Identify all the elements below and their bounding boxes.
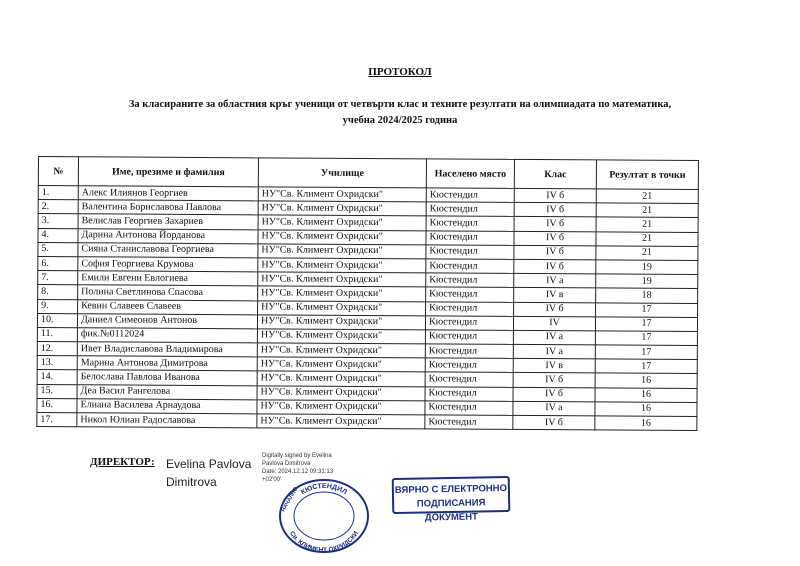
row-number: 3. — [38, 214, 78, 228]
class-name: IV б — [514, 188, 596, 203]
class-name: IV б — [514, 217, 596, 232]
row-number: 9. — [38, 299, 78, 313]
score-value: 16 — [595, 373, 697, 388]
row-number: 17. — [37, 412, 77, 426]
table-header-row — [38, 157, 698, 190]
row-number: 12. — [37, 342, 77, 356]
certified-copy-stamp — [392, 476, 511, 524]
results-table — [36, 156, 699, 431]
student-name: Велислав Георгиев Захариев — [78, 214, 258, 229]
score-value: 21 — [596, 217, 698, 232]
school-name: НУ"Св. Климент Охридски" — [257, 400, 425, 415]
place-name: Кюстендил — [426, 287, 514, 302]
school-name: НУ"Св. Климент Охридски" — [257, 371, 425, 386]
student-name: Валентина Бориславова Павлова — [78, 200, 258, 215]
row-number: 11. — [37, 327, 77, 341]
place-name: Кюстендил — [426, 301, 514, 316]
row-number: 7. — [38, 271, 78, 285]
place-name: Кюстендил — [425, 415, 513, 430]
class-name: IV б — [514, 245, 596, 260]
place-name: Кюстендил — [425, 344, 513, 359]
signature-detail-3: Date: 2024.12.12 09:31:13 — [262, 469, 334, 475]
student-name: Марина Антонова Димитрова — [77, 356, 257, 371]
place-name: Кюстендил — [426, 230, 514, 245]
class-name: IV б — [514, 259, 596, 274]
row-number: 5. — [38, 242, 78, 256]
class-name: IV б — [514, 302, 596, 317]
place-name: Кюстендил — [426, 216, 514, 231]
score-value: 17 — [596, 302, 698, 317]
class-name: IV а — [514, 274, 596, 289]
signature-detail-1: Digitally signed by Evelina — [262, 453, 332, 459]
score-value: 21 — [596, 189, 698, 204]
row-number: 10. — [37, 313, 77, 327]
signature-name-line-1: Evelina Pavlova — [166, 457, 252, 471]
signature-detail-2: Pavlova Dimitrova — [262, 461, 311, 467]
class-name: IV в — [513, 359, 595, 374]
score-value: 17 — [595, 317, 697, 332]
school-name: НУ"Св. Климент Охридски" — [258, 244, 426, 259]
place-name: Кюстендил — [426, 273, 514, 288]
student-name: Деа Васил Рангелова — [77, 384, 257, 399]
place-name: Кюстендил — [425, 358, 513, 373]
signature-name — [166, 455, 251, 491]
student-name: Никол Юлиан Радославова — [77, 413, 257, 428]
score-value: 17 — [595, 345, 697, 360]
header-name: Име, презиме и фамилия — [78, 157, 258, 187]
row-number: 1. — [38, 186, 78, 200]
student-name: Кевин Славеев Славеев — [78, 299, 258, 314]
student-name: Елиана Василева Арнаудова — [77, 399, 257, 414]
student-name: Даниел Симеонов Антонов — [77, 313, 257, 328]
seal-text-top: КЮСТЕНДИЛ — [300, 482, 348, 497]
place-name: Кюстендил — [425, 386, 513, 401]
header-school: Училище — [258, 158, 426, 188]
document-subtitle — [60, 97, 740, 129]
seal-text-left: НАЧАЛНО — [280, 486, 300, 513]
student-name: Ивет Владиславова Владимирова — [77, 342, 257, 357]
score-value: 17 — [595, 359, 697, 374]
class-name: IV б — [514, 203, 596, 218]
class-name: IV — [513, 316, 595, 331]
score-value: 16 — [595, 402, 697, 417]
subtitle-line-1: За класираните за областния кръг ученици от четвърти клас и техните резултати на олимпиадата по математика, — [128, 99, 672, 110]
table-row — [37, 412, 697, 430]
signature-detail-4: +02'00' — [262, 477, 282, 483]
school-name: НУ"Св. Климент Охридски" — [258, 201, 426, 216]
school-name: НУ"Св. Климент Охридски" — [258, 286, 426, 301]
row-number: 15. — [37, 384, 77, 398]
row-number: 14. — [37, 370, 77, 384]
class-name: IV б — [513, 373, 595, 388]
student-name: Сияна Станиславова Георгиева — [78, 242, 258, 257]
class-name: IV в — [514, 288, 596, 303]
student-name: Емили Евгени Евлогиева — [78, 271, 258, 286]
class-name: IV б — [513, 387, 595, 402]
school-seal-icon — [276, 474, 372, 554]
score-value: 21 — [596, 203, 698, 218]
student-name: Белослава Павлова Иванова — [77, 370, 257, 385]
signature-name-line-2: Dimitrova — [166, 475, 217, 489]
school-name: НУ"Св. Климент Охридски" — [258, 229, 426, 244]
row-number: 13. — [37, 356, 77, 370]
school-name: НУ"Св. Климент Охридски" — [257, 385, 425, 400]
school-name: НУ"Св. Климент Охридски" — [258, 272, 426, 287]
row-number: 2. — [38, 200, 78, 214]
row-number: 6. — [38, 256, 78, 270]
school-name: НУ"Св. Климент Охридски" — [258, 215, 426, 230]
seal-text-bottom: Св. КЛИМЕНТ ОХРИДСКИ — [288, 530, 360, 554]
school-name: НУ"Св. Климент Охридски" — [257, 414, 425, 429]
class-name: IV б — [513, 415, 595, 430]
row-number: 16. — [37, 398, 77, 412]
score-value: 21 — [596, 246, 698, 261]
row-number: 4. — [38, 228, 78, 242]
class-name: IV а — [513, 344, 595, 359]
class-name: IV б — [514, 231, 596, 246]
place-name: Кюстендил — [425, 330, 513, 345]
student-name: Дарина Антонова Йорданова — [78, 228, 258, 243]
table-body — [37, 186, 698, 431]
place-name: Кюстендил — [425, 316, 513, 331]
header-score: Резултат в точки — [596, 160, 698, 190]
student-name: София Георгиева Крумова — [78, 257, 258, 272]
place-name: Кюстендил — [425, 401, 513, 416]
header-num: № — [38, 157, 78, 186]
header-place: Населено място — [426, 159, 514, 189]
row-number: 8. — [38, 285, 78, 299]
student-name: Полина Светлинова Спасова — [78, 285, 258, 300]
subtitle-line-2: учебна 2024/2025 година — [342, 115, 458, 126]
school-name: НУ"Св. Климент Охридски" — [257, 329, 425, 344]
score-value: 16 — [595, 416, 697, 431]
place-name: Кюстендил — [426, 259, 514, 274]
place-name: Кюстендил — [426, 202, 514, 217]
school-name: НУ"Св. Климент Охридски" — [258, 187, 426, 202]
place-name: Кюстендил — [426, 245, 514, 260]
school-name: НУ"Св. Климент Охридски" — [257, 357, 425, 372]
score-value: 16 — [595, 388, 697, 403]
school-name: НУ"Св. Климент Охридски" — [257, 315, 425, 330]
director-label: ДИРЕКТОР: — [90, 456, 155, 468]
score-value: 19 — [596, 260, 698, 275]
student-name: Алекс Илиянов Георгиев — [78, 186, 258, 201]
score-value: 17 — [595, 331, 697, 346]
class-name: IV а — [513, 330, 595, 345]
school-name: НУ"Св. Климент Охридски" — [258, 258, 426, 273]
stamp-line-2: ПОДПИСАНИЯ ДОКУМЕНТ — [416, 497, 486, 524]
stamp-line-1: ВЯРНО С ЕЛЕКТРОННО — [394, 483, 508, 496]
school-name: НУ"Св. Климент Охридски" — [258, 300, 426, 315]
place-name: Кюстендил — [425, 372, 513, 387]
school-name: НУ"Св. Климент Охридски" — [257, 343, 425, 358]
document-title: ПРОТОКОЛ — [368, 66, 432, 78]
header-class: Клас — [514, 159, 596, 189]
score-value: 18 — [596, 288, 698, 303]
score-value: 19 — [596, 274, 698, 289]
class-name: IV а — [513, 401, 595, 416]
place-name: Кюстендил — [426, 188, 514, 203]
score-value: 21 — [596, 231, 698, 246]
student-name: фик.№0112024 — [77, 328, 257, 343]
